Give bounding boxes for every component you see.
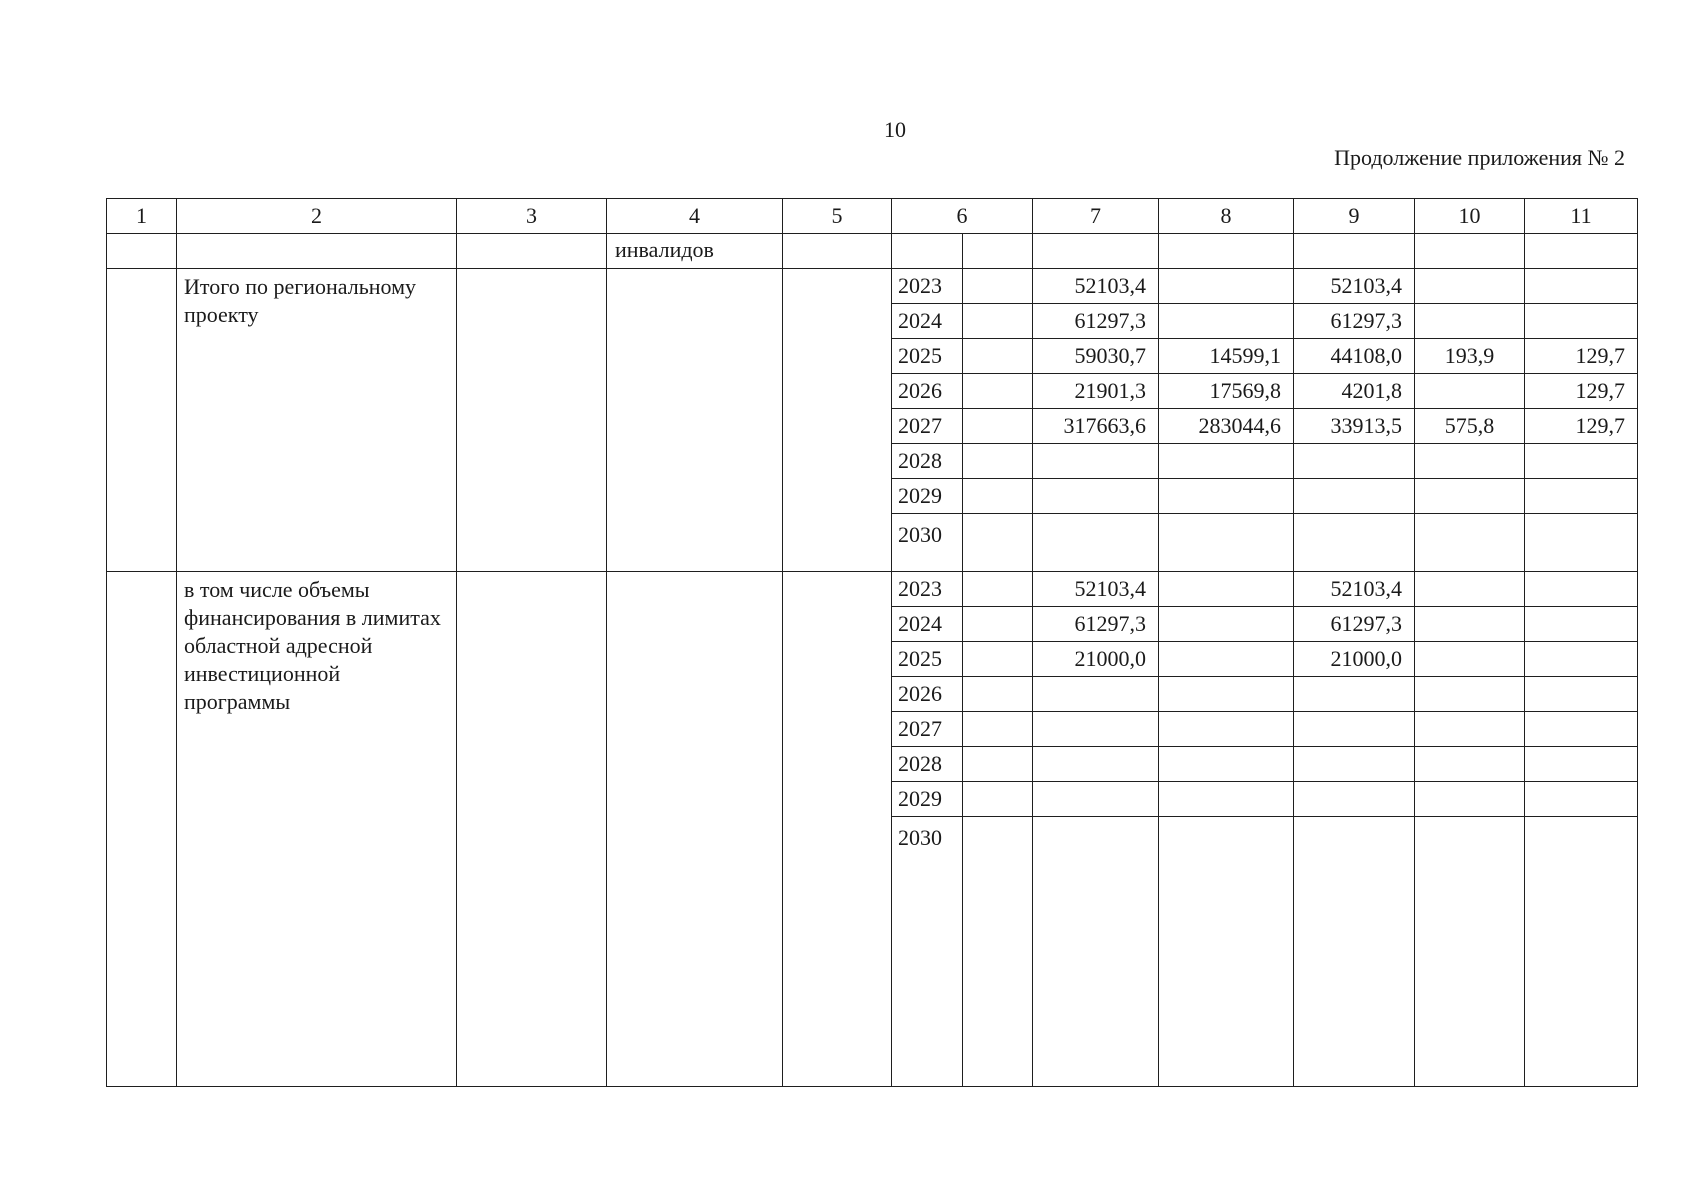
value-cell: 52103,4 bbox=[1294, 572, 1415, 607]
table-cell bbox=[783, 234, 892, 269]
value-cell bbox=[1525, 479, 1638, 514]
table-cell bbox=[963, 747, 1033, 782]
value-cell bbox=[1415, 747, 1525, 782]
value-cell bbox=[1525, 747, 1638, 782]
value-cell: 52103,4 bbox=[1033, 269, 1159, 304]
appendix-note: Продолжение приложения № 2 bbox=[1334, 145, 1625, 170]
table-cell bbox=[963, 479, 1033, 514]
value-cell: 317663,6 bbox=[1033, 409, 1159, 444]
value-cell: 44108,0 bbox=[1294, 339, 1415, 374]
table-cell bbox=[963, 234, 1033, 269]
column-header: 1 bbox=[107, 199, 177, 234]
value-cell bbox=[1294, 782, 1415, 817]
value-cell bbox=[1525, 304, 1638, 339]
table-row bbox=[107, 269, 1638, 304]
value-cell bbox=[1294, 514, 1415, 572]
value-cell: 52103,4 bbox=[1294, 269, 1415, 304]
value-cell bbox=[1159, 572, 1294, 607]
value-cell bbox=[1033, 444, 1159, 479]
value-cell bbox=[1033, 817, 1159, 1087]
value-cell bbox=[1159, 304, 1294, 339]
column-header: 6 bbox=[892, 199, 1033, 234]
value-cell bbox=[1033, 514, 1159, 572]
value-cell: 17569,8 bbox=[1159, 374, 1294, 409]
value-cell bbox=[1525, 269, 1638, 304]
table-cell bbox=[963, 444, 1033, 479]
year-cell: 2030 bbox=[892, 817, 963, 1087]
page-number: 10 bbox=[884, 117, 906, 142]
table-cell bbox=[107, 234, 177, 269]
value-cell: 575,8 bbox=[1415, 409, 1525, 444]
value-cell: 193,9 bbox=[1415, 339, 1525, 374]
table-cell bbox=[963, 339, 1033, 374]
table-cell bbox=[963, 269, 1033, 304]
value-cell: 61297,3 bbox=[1033, 304, 1159, 339]
value-cell: 21901,3 bbox=[1033, 374, 1159, 409]
table-cell bbox=[783, 572, 892, 1087]
table-cell bbox=[963, 817, 1033, 1087]
value-cell bbox=[1033, 479, 1159, 514]
year-cell: 2025 bbox=[892, 339, 963, 374]
value-cell: 52103,4 bbox=[1033, 572, 1159, 607]
table-cell bbox=[963, 304, 1033, 339]
value-cell bbox=[1159, 782, 1294, 817]
table-cell bbox=[783, 269, 892, 572]
table-cell bbox=[963, 607, 1033, 642]
column-header: 2 bbox=[177, 199, 457, 234]
column-header: 8 bbox=[1159, 199, 1294, 234]
financing-table bbox=[106, 198, 1638, 1087]
year-cell: 2024 bbox=[892, 304, 963, 339]
year-cell: 2028 bbox=[892, 747, 963, 782]
year-cell: 2027 bbox=[892, 712, 963, 747]
value-cell bbox=[1525, 607, 1638, 642]
year-cell: 2026 bbox=[892, 677, 963, 712]
value-cell: 129,7 bbox=[1525, 339, 1638, 374]
value-cell bbox=[1294, 712, 1415, 747]
value-cell bbox=[1525, 572, 1638, 607]
value-cell bbox=[1159, 712, 1294, 747]
continuation-text: инвалидов bbox=[607, 234, 783, 269]
value-cell bbox=[1159, 514, 1294, 572]
column-header: 5 bbox=[783, 199, 892, 234]
value-cell: 59030,7 bbox=[1033, 339, 1159, 374]
table-cell bbox=[963, 514, 1033, 572]
table-cell bbox=[607, 572, 783, 1087]
value-cell bbox=[1159, 444, 1294, 479]
year-cell: 2023 bbox=[892, 572, 963, 607]
value-cell bbox=[1525, 514, 1638, 572]
value-cell: 33913,5 bbox=[1294, 409, 1415, 444]
value-cell: 4201,8 bbox=[1294, 374, 1415, 409]
table-cell bbox=[1525, 234, 1638, 269]
table-cell bbox=[607, 269, 783, 572]
value-cell bbox=[1033, 712, 1159, 747]
table-cell bbox=[457, 269, 607, 572]
value-cell: 61297,3 bbox=[1033, 607, 1159, 642]
year-cell: 2024 bbox=[892, 607, 963, 642]
value-cell bbox=[1294, 747, 1415, 782]
table-cell bbox=[963, 782, 1033, 817]
value-cell: 61297,3 bbox=[1294, 607, 1415, 642]
table-cell bbox=[963, 712, 1033, 747]
year-cell: 2029 bbox=[892, 782, 963, 817]
value-cell: 14599,1 bbox=[1159, 339, 1294, 374]
value-cell: 129,7 bbox=[1525, 374, 1638, 409]
value-cell bbox=[1415, 642, 1525, 677]
value-cell: 283044,6 bbox=[1159, 409, 1294, 444]
value-cell bbox=[1159, 817, 1294, 1087]
year-cell: 2028 bbox=[892, 444, 963, 479]
row-label: Итого по региональному проекту bbox=[177, 269, 457, 572]
table-cell bbox=[892, 234, 963, 269]
value-cell: 21000,0 bbox=[1294, 642, 1415, 677]
value-cell bbox=[1415, 677, 1525, 712]
value-cell bbox=[1294, 677, 1415, 712]
year-cell: 2027 bbox=[892, 409, 963, 444]
value-cell bbox=[1525, 817, 1638, 1087]
year-cell: 2025 bbox=[892, 642, 963, 677]
row-label: в том числе объемы финансирования в лимитах областной адресной инвестиционной программы bbox=[177, 572, 457, 1087]
table-cell bbox=[963, 677, 1033, 712]
value-cell bbox=[1159, 479, 1294, 514]
column-header: 7 bbox=[1033, 199, 1159, 234]
value-cell bbox=[1159, 607, 1294, 642]
value-cell bbox=[1033, 747, 1159, 782]
value-cell bbox=[1294, 444, 1415, 479]
table-cell bbox=[963, 409, 1033, 444]
value-cell bbox=[1294, 817, 1415, 1087]
year-cell: 2030 bbox=[892, 514, 963, 572]
table-cell bbox=[1159, 234, 1294, 269]
column-header: 10 bbox=[1415, 199, 1525, 234]
column-header: 4 bbox=[607, 199, 783, 234]
year-cell: 2026 bbox=[892, 374, 963, 409]
value-cell: 129,7 bbox=[1525, 409, 1638, 444]
table-cell bbox=[1415, 234, 1525, 269]
table-cell bbox=[107, 572, 177, 1087]
column-header: 3 bbox=[457, 199, 607, 234]
value-cell bbox=[1415, 514, 1525, 572]
table-cell bbox=[963, 374, 1033, 409]
value-cell bbox=[1033, 782, 1159, 817]
value-cell bbox=[1033, 677, 1159, 712]
value-cell bbox=[1525, 782, 1638, 817]
value-cell bbox=[1415, 712, 1525, 747]
table-row bbox=[107, 572, 1638, 607]
value-cell bbox=[1415, 374, 1525, 409]
table-cell bbox=[1294, 234, 1415, 269]
value-cell bbox=[1415, 572, 1525, 607]
value-cell bbox=[1159, 747, 1294, 782]
column-number-row bbox=[107, 199, 1638, 234]
value-cell bbox=[1415, 479, 1525, 514]
value-cell: 61297,3 bbox=[1294, 304, 1415, 339]
value-cell bbox=[1415, 304, 1525, 339]
value-cell bbox=[1159, 677, 1294, 712]
value-cell bbox=[1159, 642, 1294, 677]
value-cell bbox=[1415, 782, 1525, 817]
continuation-row bbox=[107, 234, 1638, 269]
value-cell bbox=[1159, 269, 1294, 304]
value-cell: 21000,0 bbox=[1033, 642, 1159, 677]
value-cell bbox=[1525, 642, 1638, 677]
value-cell bbox=[1415, 607, 1525, 642]
value-cell bbox=[1525, 444, 1638, 479]
year-cell: 2023 bbox=[892, 269, 963, 304]
table-cell bbox=[107, 269, 177, 572]
table-cell bbox=[457, 572, 607, 1087]
column-header: 9 bbox=[1294, 199, 1415, 234]
column-header: 11 bbox=[1525, 199, 1638, 234]
table-cell bbox=[457, 234, 607, 269]
table-cell bbox=[1033, 234, 1159, 269]
table-cell bbox=[963, 572, 1033, 607]
value-cell bbox=[1415, 817, 1525, 1087]
value-cell bbox=[1294, 479, 1415, 514]
value-cell bbox=[1525, 712, 1638, 747]
table-cell bbox=[177, 234, 457, 269]
value-cell bbox=[1525, 677, 1638, 712]
value-cell bbox=[1415, 444, 1525, 479]
year-cell: 2029 bbox=[892, 479, 963, 514]
value-cell bbox=[1415, 269, 1525, 304]
table-cell bbox=[963, 642, 1033, 677]
